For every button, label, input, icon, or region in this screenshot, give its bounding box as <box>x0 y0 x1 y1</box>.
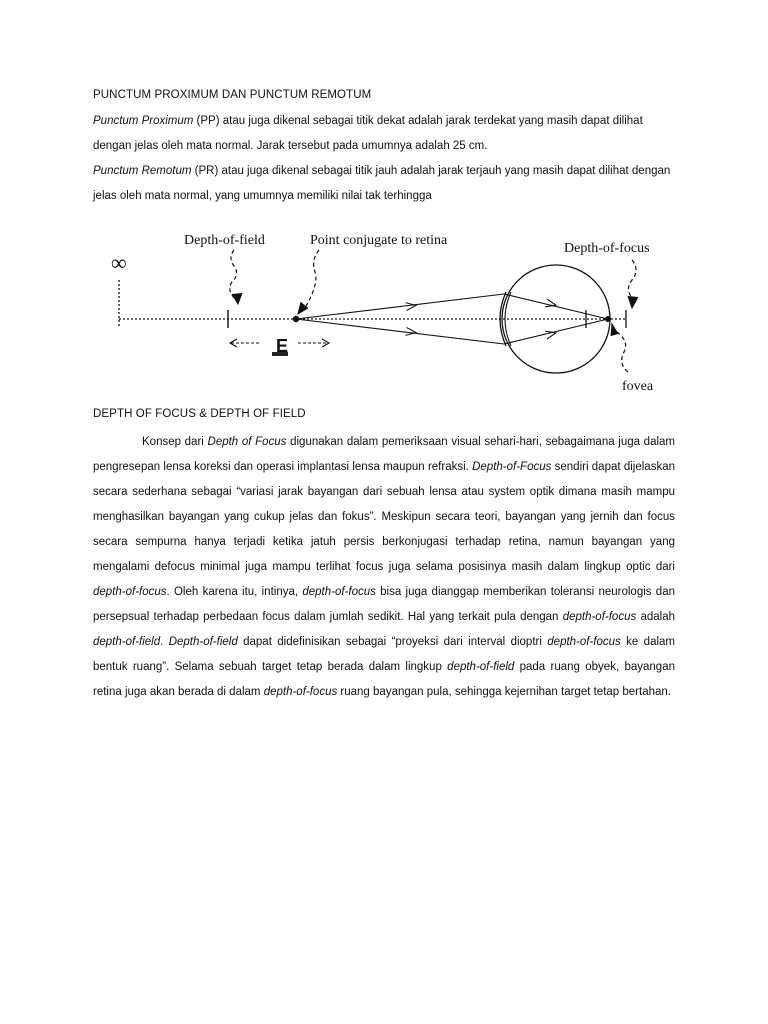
term-depth-of-focus: depth-of-focus <box>302 586 376 598</box>
term-depth-of-field: depth-of-field <box>447 661 515 673</box>
eye-diagram-svg <box>106 222 678 398</box>
ray-lower-refracted <box>504 319 608 344</box>
term-punctum-remotum: Punctum Remotum <box>93 165 192 177</box>
text-run: sendiri dapat dijelaskan secara sederhana sebagai “variasi jarak bayangan dari sebuah lensa atau system optik dimana masih mampu menghasilkan bayangan yang cukup jelas dan fokus”. Meskipun secara teori, bayangan yang jernih dan focus secara sempurna hanya terjadi ketika jatuh persis berkonjugasi terhadap retina, namun bayangan yang mengalami defocus minimal juga mampu terlihat focus juga selama posisinya masih dalam lingkup optic dari <box>93 461 675 573</box>
eye-optics-figure <box>106 222 678 398</box>
text-run: dapat didefinisikan sebagai “proyeksi dari interval dioptri <box>237 636 548 648</box>
retina-focus-dot <box>605 316 611 322</box>
leader-depth-of-focus <box>628 260 636 300</box>
term-depth-of-field: depth-of-field <box>93 636 161 648</box>
section-heading-depth: DEPTH OF FOCUS & DEPTH OF FIELD <box>93 408 306 420</box>
text-run: . Oleh karena itu, intinya, <box>166 586 303 598</box>
text-run: Konsep dari <box>142 436 208 448</box>
leader-depth-of-field <box>230 250 237 300</box>
text-run: . <box>160 636 169 648</box>
label-depth-of-focus: Depth-of-focus <box>564 241 650 256</box>
pr-text: atau juga dikenal sebagai titik jauh adalah jarak terjauh yang masih dapat dilihat dengan jelas oleh mata normal, yang umumnya memiliki nilai tak terhingga <box>93 165 671 202</box>
term-depth-of-focus: Depth of Focus <box>207 436 287 448</box>
label-point-conjugate: Point conjugate to retina <box>310 233 448 248</box>
term-depth-of-focus: Depth-of-Focus <box>472 461 552 473</box>
leader-arrow-depth-of-focus <box>628 296 638 308</box>
pr-definition <box>93 159 675 209</box>
term-depth-of-focus: depth-of-focus <box>562 611 637 623</box>
pp-definition <box>93 109 675 159</box>
ray-upper <box>296 294 504 319</box>
text-run: ruang bayangan pula, sehingga kejernihan target tetap bertahan. <box>337 686 671 698</box>
text-run: digunakan dalam pemeriksaan visual sehari-hari, sebagaimana juga dalam pengresepan lensa koreksi dan operasi implantasi lensa maupun refraksi. <box>93 436 676 473</box>
pp-text: atau juga dikenal sebagai titik dekat adalah jarak terdekat yang masih dapat dilihat dengan jelas oleh mata normal. Jarak tersebut pada umumnya adalah 25 cm. <box>93 115 643 152</box>
label-depth-of-field: Depth-of-field <box>184 233 265 248</box>
text-run: bisa juga dianggap memberikan toleransi neurologis dan persepsual terhadap perbedaan focus dalam jumlah sedikit. Hal yang terkait pula dengan <box>93 586 675 623</box>
text-run: pada ruang obyek, bayangan retina juga akan berada di dalam <box>93 661 675 698</box>
paragraph-depth <box>93 430 675 705</box>
ray-upper-refracted <box>504 294 608 319</box>
leader-point-conjugate <box>305 250 319 308</box>
infinity-symbol: ∞ <box>111 250 127 275</box>
pp-abbr: (PP) <box>196 115 220 127</box>
leader-arrow-fovea <box>611 324 618 336</box>
term-punctum-proximum: Punctum Proximum <box>93 115 194 127</box>
label-fovea: fovea <box>622 379 654 394</box>
text-run: adalah <box>636 611 675 623</box>
text-run: ke dalam bentuk ruang”. Selama sebuah target tetap berada dalam lingkup <box>93 636 676 673</box>
leader-arrow-depth-of-field <box>232 293 242 304</box>
pr-abbr: (PR) <box>194 165 219 177</box>
leader-fovea <box>614 330 628 372</box>
ray-lower <box>296 319 504 344</box>
term-depth-of-field: Depth-of-field <box>168 636 238 648</box>
target-letter-e: E <box>276 336 289 356</box>
term-depth-of-focus: depth-of-focus <box>547 636 621 648</box>
leader-arrow-point-conjugate <box>298 302 308 314</box>
paragraph-punctum <box>93 109 675 209</box>
term-depth-of-focus: depth-of-focus <box>93 586 167 598</box>
section-heading-punctum: PUNCTUM PROXIMUM DAN PUNCTUM REMOTUM <box>93 89 372 101</box>
term-depth-of-focus: depth-of-focus <box>263 686 338 698</box>
